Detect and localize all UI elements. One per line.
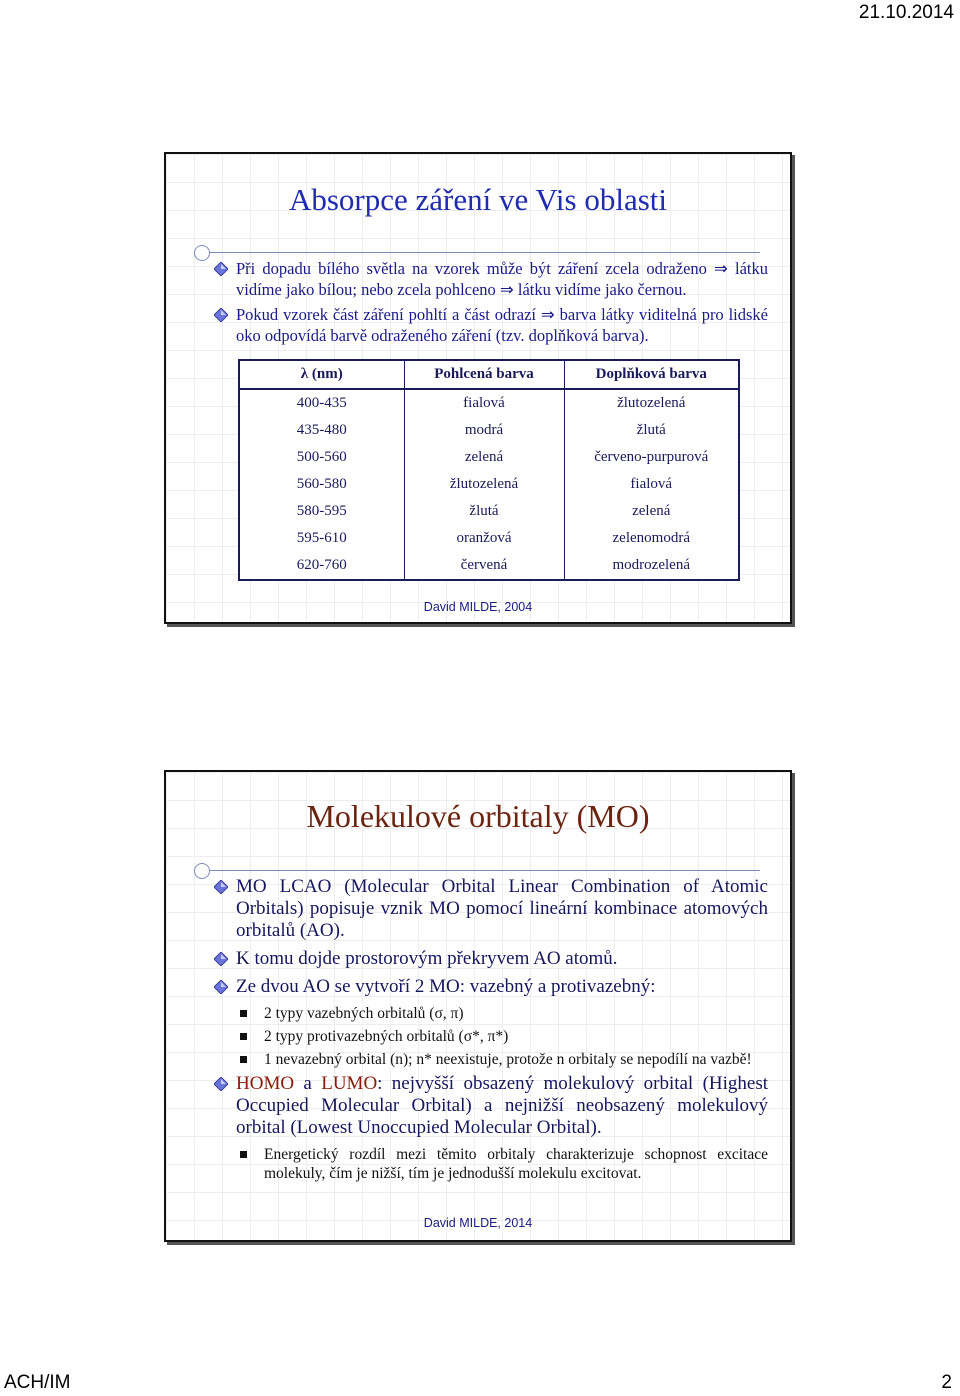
slide-footer: David MILDE, 2004 <box>423 600 533 614</box>
table-cell: modrozelená <box>564 552 739 580</box>
square-bullet-icon <box>240 1056 247 1063</box>
sub-bullet-item <box>212 1145 768 1183</box>
bullet-item <box>212 948 768 970</box>
and-text: a <box>294 1073 322 1094</box>
slide-absorpce <box>164 152 792 624</box>
sub-bullet-text: 2 typy protivazebných orbitalů (σ*, π*) <box>264 1028 509 1045</box>
bullet-text: K tomu dojde prostorovým překryvem AO atomů. <box>236 948 618 969</box>
table-row <box>239 389 739 417</box>
bullet-item <box>212 876 768 942</box>
sub-bullet-text: 2 typy vazebných orbitalů (σ, π) <box>264 1005 464 1022</box>
table-cell: 560-580 <box>296 476 347 492</box>
table-row <box>239 498 739 525</box>
table-row <box>239 471 739 498</box>
square-bullet-icon <box>240 1033 247 1040</box>
table-header-row <box>239 360 739 389</box>
column-header: Pohlcená barva <box>404 360 564 389</box>
bullet-item <box>212 976 768 998</box>
diamond-bullet-icon <box>214 980 228 994</box>
table-cell: červeno-purpurová <box>564 444 739 471</box>
diamond-bullet-icon <box>214 952 228 966</box>
bullet-list <box>212 876 768 1187</box>
bullet-text: Při dopadu bílého světla na vzorek může být záření zcela odraženo ⇒ látku vidíme jako bílou; nebo zcela pohlceno ⇒ látku vidíme jako černou. <box>236 259 768 299</box>
column-header: λ (nm) <box>239 360 404 389</box>
title-divider <box>196 870 760 871</box>
table-cell: modrá <box>404 417 564 444</box>
sub-bullet-text: Energetický rozdíl mezi těmito orbitaly charakterizuje schopnost excitace molekuly, čím je nižší, tím je jednodušší molekulu excitovat. <box>264 1146 768 1182</box>
square-bullet-icon <box>240 1010 247 1017</box>
bullet-item <box>212 258 768 300</box>
bullet-text: : nejvyšší obsazený molekulový orbital (Highest Occupied Molecular Orbital) a nejnižší neobsazený molekulový orbital (Lowest Unoccupied Molecular Orbital). <box>236 1073 768 1138</box>
table-cell: zelená <box>404 444 564 471</box>
table-cell: zelenomodrá <box>564 525 739 552</box>
page-number: 2 <box>941 1372 952 1393</box>
table-cell: červená <box>404 552 564 580</box>
table-cell: 580-595 <box>296 503 347 519</box>
table-cell: oranžová <box>404 525 564 552</box>
table-cell: fialová <box>404 389 564 417</box>
slide-title: Molekulové orbitaly (MO) <box>306 798 650 834</box>
table-cell: fialová <box>564 471 739 498</box>
table-cell: žlutá <box>404 498 564 525</box>
diamond-bullet-icon <box>214 262 228 276</box>
lumo-term: LUMO <box>321 1073 378 1094</box>
bullet-text: Ze dvou AO se vytvoří 2 MO: vazebný a protivazebný: <box>236 976 656 997</box>
table-cell: žlutá <box>564 417 739 444</box>
table-row <box>239 444 739 471</box>
slide-molekulove-orbitaly <box>164 770 792 1242</box>
divider-circle-icon <box>194 863 210 879</box>
homo-term: HOMO <box>236 1073 295 1094</box>
square-bullet-icon <box>240 1151 247 1158</box>
table-cell: 400-435 <box>296 395 347 411</box>
diamond-bullet-icon <box>214 308 228 322</box>
table-cell: 620-760 <box>296 557 347 573</box>
title-divider <box>196 252 760 253</box>
table-row <box>239 417 739 444</box>
page-date: 21.10.2014 <box>858 2 954 23</box>
table-cell: 595-610 <box>296 530 347 546</box>
absorption-color-table <box>238 359 740 581</box>
table-cell: 500-560 <box>296 449 347 465</box>
table-cell: žlutozelená <box>564 389 739 417</box>
slide-footer: David MILDE, 2014 <box>423 1216 533 1230</box>
bullet-text: Pokud vzorek část záření pohltí a část odrazí ⇒ barva látky viditelná pro lidské oko odpovídá barvě odraženého záření (tzv. doplňková barva). <box>236 305 768 345</box>
course-code: ACH/IM <box>4 1372 71 1393</box>
sub-bullet-text: 1 nevazebný orbital (n); n* neexistuje, protože n orbitaly se nepodílí na vazbě! <box>264 1051 752 1068</box>
column-header: Doplňková barva <box>564 360 739 389</box>
table-cell: 435-480 <box>296 422 347 438</box>
table-cell: žlutozelená <box>404 471 564 498</box>
bullet-item <box>212 1073 768 1139</box>
bullet-text: MO LCAO (Molecular Orbital Linear Combination of Atomic Orbitals) popisuje vznik MO pomocí lineární kombinace atomových orbitalů (AO). <box>236 876 768 941</box>
bullet-list <box>212 258 768 350</box>
bullet-item <box>212 304 768 346</box>
diamond-bullet-icon <box>214 1077 228 1091</box>
table-row <box>239 525 739 552</box>
divider-circle-icon <box>194 245 210 261</box>
sub-bullet-item <box>212 1004 768 1023</box>
table-row <box>239 552 739 580</box>
diamond-bullet-icon <box>214 880 228 894</box>
table-cell: zelená <box>564 498 739 525</box>
sub-bullet-item <box>212 1050 768 1069</box>
slide-title: Absorpce záření ve Vis oblasti <box>288 182 668 217</box>
sub-bullet-item <box>212 1027 768 1046</box>
